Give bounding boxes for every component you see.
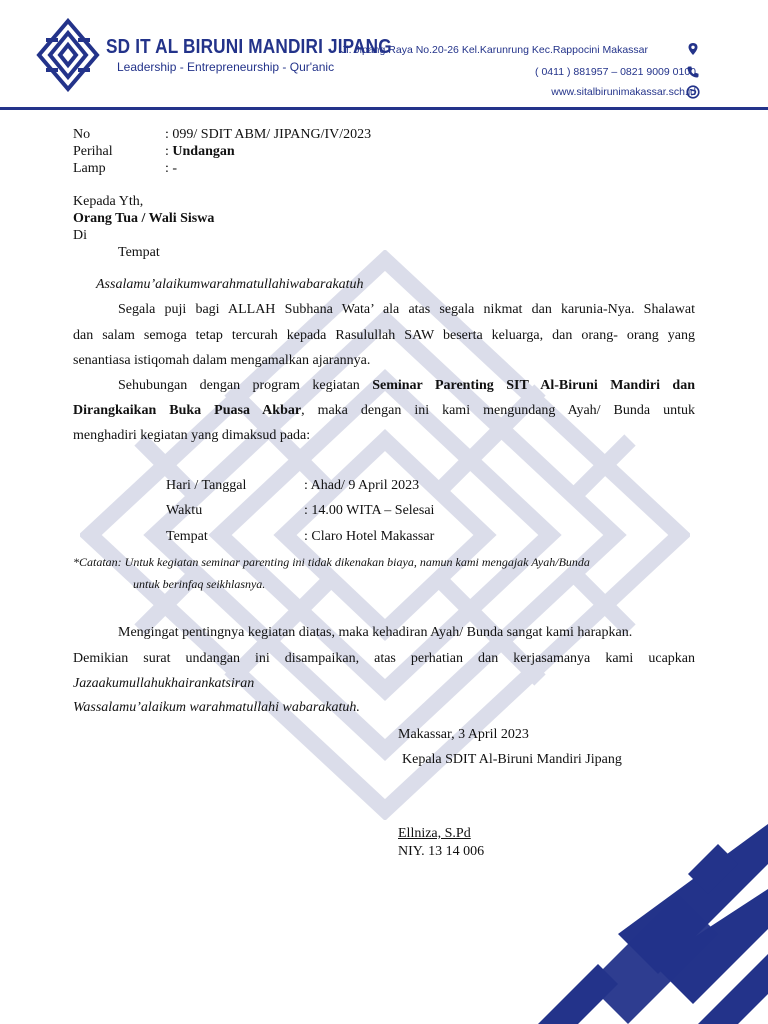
signature-niy: NIY. 13 14 006 [398, 844, 485, 859]
corner-kufic-decoration [478, 814, 768, 1024]
note-line-2: untuk berinfaq seikhlasnya. [133, 577, 266, 591]
map-pin-icon [686, 42, 700, 56]
school-logo-icon [36, 18, 100, 92]
perihal-value: Undangan [172, 144, 235, 159]
paragraph-2-line-3: menghadiri kegiatan yang dimaksud pada: [73, 428, 311, 443]
greeting: Assalamu’alaikumwarahmatullahiwabarakatuh [96, 277, 364, 292]
event-value-place: : Claro Hotel Makassar [304, 529, 435, 544]
event-value-date: : Ahad/ 9 April 2023 [304, 478, 420, 493]
letterhead [0, 0, 768, 112]
lamp-value: : - [165, 161, 178, 176]
p2-event-title: Seminar Parenting SIT Al-Biruni Mandiri dan [372, 378, 695, 393]
perihal-value-row [165, 143, 235, 161]
header-divider [0, 107, 768, 110]
p2-event-title-cont: Dirangkaikan Buka Puasa Akbar [73, 403, 302, 418]
perihal-label: Perihal [73, 144, 113, 159]
recipient-name: Orang Tua / Wali Siswa [73, 211, 215, 226]
signature-name: Ellniza, S.Pd [398, 826, 471, 841]
closing-line-1: Mengingat pentingnya kegiatan diatas, maka kehadiran Ayah/ Bunda sangat kami harapkan. [118, 625, 633, 640]
closing-wassalam: Wassalamu’alaikum warahmatullahi wabarakatuh. [73, 700, 360, 715]
recipient-kepada: Kepada Yth, [73, 194, 144, 209]
no-value: : 099/ SDIT ABM/ JIPANG/IV/2023 [165, 127, 372, 142]
school-address: Jl. Jipang Raya No.20-26 Kel.Karunrung Kec.Rappocini Makassar [341, 44, 648, 56]
perihal-colon: : [165, 144, 173, 159]
school-website: www.sitalbirunimakassar.sch.id [551, 86, 696, 98]
event-label-date: Hari / Tanggal [166, 478, 247, 493]
signature-position: Kepala SDIT Al-Biruni Mandiri Jipang [402, 752, 622, 767]
school-tagline: Leadership - Entrepreneurship - Qur'anic [117, 60, 335, 74]
paragraph-1-line-3: senantiasa istiqomah dalam mengamalkan ajarannya. [73, 353, 371, 368]
recipient-di: Di [73, 228, 87, 243]
no-label: No [73, 127, 91, 142]
p2-line1-plain: Sehubungan dengan program kegiatan [118, 378, 373, 393]
paragraph-1-line-1: Segala puji bagi ALLAH Subhana Wata’ ala atas segala nikmat dan karunia-Nya. Shalawat [118, 302, 695, 317]
school-phone: ( 0411 ) 881957 – 0821 9009 0100 [535, 66, 696, 78]
note-line-1: *Catatan: Untuk kegiatan seminar parenting ini tidak dikenakan biaya, namun kami mengajak Ayah/Bunda [73, 555, 590, 569]
p2-line2-plain: , maka dengan ini kami mengundang Ayah/ Bunda untuk [301, 403, 695, 418]
paragraph-2-line-1 [73, 377, 695, 395]
phone-icon [686, 65, 700, 79]
paragraph-2-line-2 [73, 402, 695, 420]
signature-place-date: Makassar, 3 April 2023 [398, 727, 529, 742]
event-value-time: : 14.00 WITA – Selesai [304, 503, 435, 518]
recipient-tempat: Tempat [118, 245, 160, 260]
event-label-place: Tempat [166, 529, 208, 544]
closing-line-2: Demikian surat undangan ini disampaikan, atas perhatian dan kerjasamanya kami ucapkan [73, 651, 695, 666]
lamp-label: Lamp [73, 161, 106, 176]
paragraph-1-line-2: dan salam semoga tetap tercurah kepada Rasulullah SAW beserta keluarga, dan orang- orang yang [73, 328, 695, 343]
school-name: SD IT AL BIRUNI MANDIRI JIPANG [106, 36, 392, 58]
event-label-time: Waktu [166, 503, 203, 518]
globe-icon [686, 85, 700, 99]
closing-jazaakumullah: Jazaakumullahukhairankatsiran [73, 676, 255, 691]
